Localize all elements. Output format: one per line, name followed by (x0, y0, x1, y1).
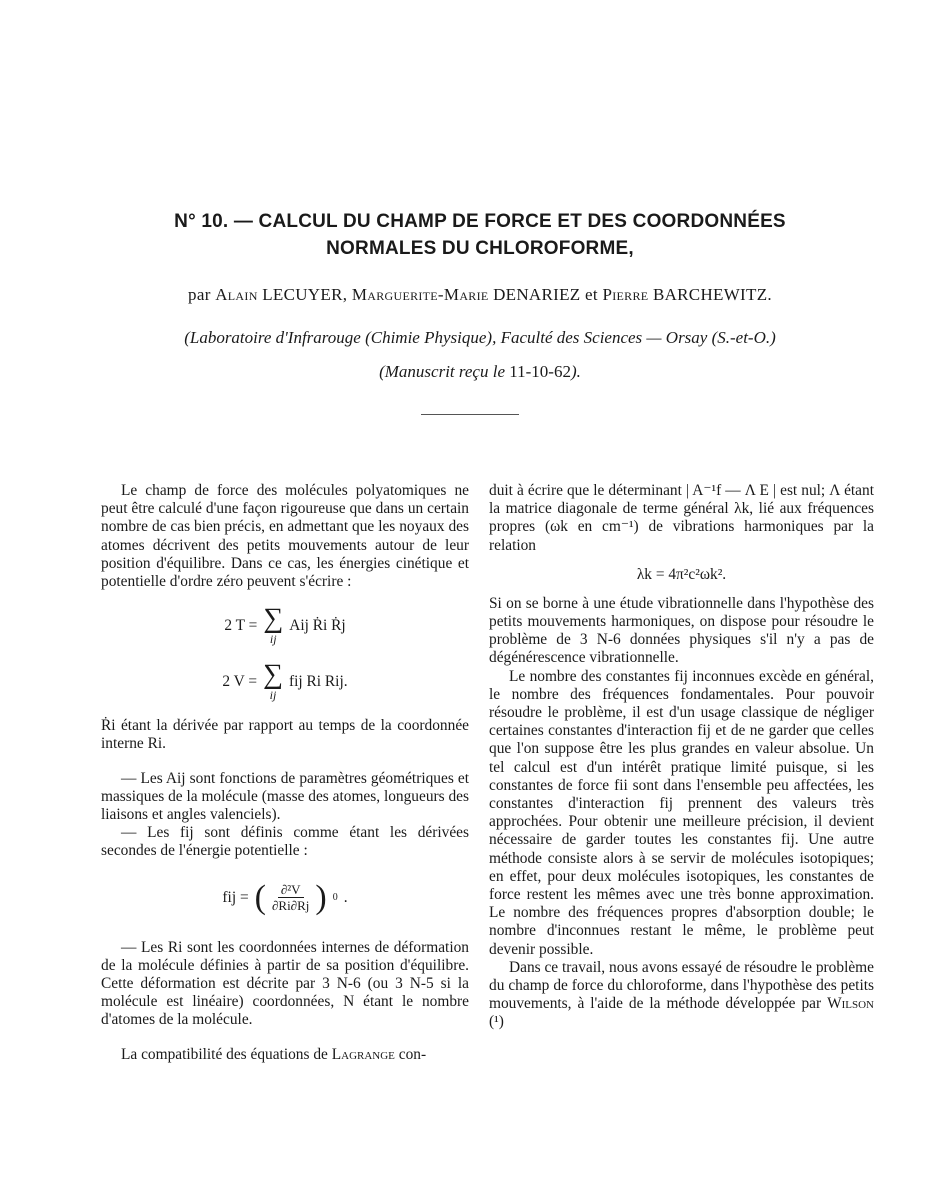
sum-index: ij (269, 688, 277, 703)
received-date-line (60, 362, 900, 382)
author1-last: LECUYER, (262, 285, 348, 304)
title-line-2: NORMALES DU CHLOROFORME, (326, 238, 634, 259)
eq2-rhs: fij Ri Rij. (289, 673, 348, 691)
equation-kinetic (101, 603, 469, 649)
equation-lambda (489, 555, 874, 595)
author1-first: Alain (215, 285, 258, 304)
text-run: con- (398, 1045, 427, 1063)
title-divider (421, 414, 519, 415)
text-run: La compatibilité des équations de (121, 1045, 328, 1063)
title-line-1: N° 10. — CALCUL DU CHAMP DE FORCE ET DES COORDONNÉES (174, 211, 786, 232)
eq1-rhs: Aij Ṙi Ṙj (289, 617, 346, 635)
paragraph: Si on se borne à une étude vibrationnelle dans l'hypothèse des petits mouvements harmoniques, on dispose pour résoudre le problème de 3 N-6 données physiques s'il n'y a pas de dégénérescence vibrationnelle. (489, 594, 874, 667)
affiliation: (Laboratoire d'Infrarouge (Chimie Physique), Faculté des Sciences — Orsay (S.-et-O.) (184, 328, 776, 347)
equation-fij: fij = ( $\frac{\text{∂²V}}{\partial Ri\partial Rj}$ ) 0 . (222, 878, 348, 916)
eq1-lhs: 2 T = (224, 617, 258, 635)
eq4: λk = 4π²c²ωk². (636, 565, 727, 583)
author2-last: DENARIEZ (493, 285, 581, 304)
name-wilson: Wilson (827, 995, 874, 1013)
paragraph-wilson (489, 959, 874, 1032)
name-lagrange: Lagrange (331, 1045, 395, 1063)
paragraph: Le nombre des constantes fij inconnues excède en général, le nombre des fréquences fondamentales. Pour pouvoir résoudre le problème, il est d'un usage classique de négliger certaines constantes d'interaction fij et de ne garder que celles que l'on suppose être les plus grandes en valeur absolue. Un tel calcul est d'un intérêt pratique limité puisque, si les constantes de force fii sont dans l'ensemble peu affectées, les constantes d'interaction fij prennent des valeurs très approchées. Pour obtenir une meilleure précision, il devient nécessaire de garder toutes les constantes fij. Une autre méthode consiste alors à se servir de molécules isotopiques; en effet, pour deux molécules isotopiques, les constantes de force restent les mêmes avec une très bonne approximation. Le nombre des fréquences propres d'absorption double; le nombre d'inconnues restant le même, le problème peut devenir possible. (489, 667, 874, 958)
author3-first: Pierre (602, 285, 649, 304)
fraction-numerator: ∂²V (278, 882, 304, 898)
received-label: (Manuscrit reçu le (379, 362, 505, 381)
eq3-end: . (343, 888, 348, 906)
author2-first: Marguerite-Marie (351, 285, 489, 304)
paragraph: Ṙi étant la dérivée par rapport au temps de la coordonnée interne Ri. (101, 717, 469, 753)
fraction (272, 882, 309, 913)
received-date: 11-10-62 (509, 362, 571, 381)
eq2-lhs: 2 V = (222, 673, 258, 691)
authors-par: par (188, 285, 211, 304)
text-run: Dans ce travail, nous avons essayé de résoudre le problème du champ de force du chloroforme, dans l'hypothèse des petits mouvements, à l'aide de la méthode développée par (489, 958, 874, 1013)
fraction-denominator: ∂Ri∂Rj (271, 898, 310, 914)
eq3-lhs: fij = (222, 888, 249, 906)
author-list (60, 285, 900, 305)
eq3-subscript: 0 (332, 891, 338, 903)
paragraph: — Les fij sont définis comme étant les dérivées secondes de l'énergie potentielle : (101, 824, 469, 860)
paper-title (100, 208, 860, 262)
paragraph: Le champ de force des molécules polyatomiques ne peut être calculé d'une façon rigoureuse que dans un certain nombre de cas bien précis, en admettant que les noyaux des atomes décrivent des petits mouvements autour de leur position d'équilibre. Dans ce cas, les énergies cinétique et potentielle d'ordre zéro peuvent s'écrire : (101, 482, 469, 591)
author3-last: BARCHEWITZ. (652, 285, 772, 304)
received-close: ). (570, 362, 581, 381)
paragraph: — Les Ri sont les coordonnées internes de déformation de la molécule définies à partir de sa position d'équilibre. Cette déformation est décrite par 3 N-6 (ou 3 N-5 si la molécule est linéaire) coordonnées, N étant le nombre d'atomes de la molécule. (101, 938, 469, 1029)
paragraph-lagrange (101, 1046, 469, 1064)
equation-potential (101, 659, 469, 705)
right-column (489, 482, 874, 1032)
sigma: ∑ (263, 659, 283, 691)
sum-symbol (263, 603, 284, 647)
sigma: ∑ (263, 603, 284, 635)
paragraph: — Les Aij sont fonctions de paramètres géométriques et massiques de la molécule (masse des atomes, longueurs des liaisons et angles valenciels). (101, 769, 469, 824)
footnote-ref: (¹) (489, 1013, 504, 1031)
left-column (101, 482, 469, 1064)
sum-index: ij (269, 632, 277, 647)
sum-symbol (263, 659, 283, 703)
paragraph: duit à écrire que le déterminant | A⁻¹f — Λ E | est nul; Λ étant la matrice diagonale de terme général λk, lié aux fréquences propres (ωk en cm⁻¹) de vibrations harmoniques par la relation (489, 482, 874, 554)
authors-and: et (585, 285, 598, 304)
